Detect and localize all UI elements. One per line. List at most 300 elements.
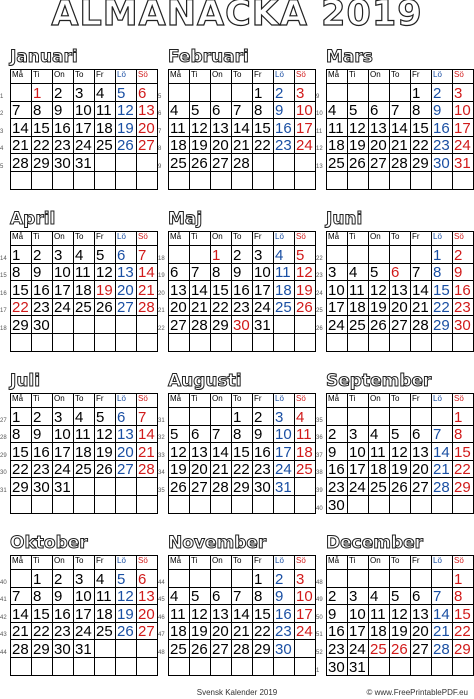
weekday-header: To	[232, 70, 253, 84]
week-number: 50	[316, 614, 323, 621]
day-cell: 21	[232, 623, 253, 641]
day-cell: 7	[11, 588, 32, 606]
day-cell: 11	[74, 264, 95, 282]
footer-caption: Svensk Kalender 2019	[196, 688, 278, 697]
empty-cell	[190, 658, 211, 676]
day-cell: 28	[432, 478, 453, 496]
day-cell: 28	[432, 640, 453, 658]
day-cell: 15	[232, 443, 253, 461]
day-cell: 9	[232, 264, 253, 282]
day-cell: 6	[211, 588, 232, 606]
day-cell: 9	[274, 102, 295, 120]
day-cell: 7	[390, 102, 411, 120]
empty-cell	[253, 154, 274, 172]
week-number: 35	[316, 417, 323, 424]
empty-cell	[411, 570, 432, 588]
day-cell: 31	[253, 316, 274, 334]
empty-cell	[390, 84, 411, 102]
empty-cell	[411, 408, 432, 426]
day-cell: 15	[32, 605, 53, 623]
day-cell: 28	[211, 478, 232, 496]
day-cell: 11	[169, 605, 190, 623]
day-cell: 20	[190, 461, 211, 479]
day-cell: 23	[53, 137, 74, 155]
day-cell: 12	[348, 119, 369, 137]
week-number: 41	[0, 597, 7, 604]
empty-cell	[116, 172, 137, 190]
empty-cell	[390, 408, 411, 426]
day-cell: 4	[327, 102, 348, 120]
weekday-header: Fr	[95, 394, 116, 408]
day-cell: 15	[453, 443, 474, 461]
empty-cell	[432, 334, 453, 352]
weekday-header: Lö	[116, 232, 137, 246]
day-cell: 5	[190, 588, 211, 606]
day-cell: 21	[432, 623, 453, 641]
day-cell: 20	[169, 299, 190, 317]
week-number: 5	[158, 93, 162, 100]
day-cell: 12	[169, 443, 190, 461]
weekday-header: Fr	[95, 556, 116, 570]
day-cell: 14	[390, 119, 411, 137]
empty-cell	[190, 570, 211, 588]
day-cell: 9	[53, 102, 74, 120]
empty-cell	[137, 496, 158, 514]
day-cell: 23	[32, 299, 53, 317]
weekday-header: Ti	[32, 556, 53, 570]
day-cell: 18	[369, 461, 390, 479]
day-cell: 8	[211, 264, 232, 282]
empty-cell	[53, 172, 74, 190]
empty-cell	[348, 172, 369, 190]
day-cell: 31	[53, 478, 74, 496]
empty-cell	[74, 316, 95, 334]
day-cell: 17	[53, 443, 74, 461]
day-cell: 31	[348, 658, 369, 676]
empty-cell	[274, 496, 295, 514]
weekday-header: Ti	[32, 70, 53, 84]
day-cell: 3	[348, 588, 369, 606]
day-cell: 1	[232, 408, 253, 426]
empty-cell	[411, 334, 432, 352]
week-number: 33	[158, 452, 165, 459]
weekday-header: Ti	[348, 70, 369, 84]
day-cell: 11	[169, 119, 190, 137]
empty-cell	[369, 496, 390, 514]
day-cell: 21	[411, 299, 432, 317]
empty-cell	[32, 658, 53, 676]
empty-cell	[295, 316, 316, 334]
day-cell: 16	[32, 443, 53, 461]
weekday-header: Lö	[116, 70, 137, 84]
week-number: 10	[316, 111, 323, 118]
month-block-mars	[316, 36, 474, 198]
weekday-header: To	[390, 556, 411, 570]
day-cell: 1	[253, 84, 274, 102]
day-cell: 16	[274, 119, 295, 137]
day-cell: 13	[137, 102, 158, 120]
day-cell: 14	[11, 119, 32, 137]
day-cell: 24	[53, 461, 74, 479]
week-number: 4	[0, 146, 4, 153]
weekday-header: To	[232, 394, 253, 408]
day-cell: 8	[32, 102, 53, 120]
weekday-header: Må	[169, 232, 190, 246]
empty-cell	[11, 334, 32, 352]
day-cell: 22	[211, 299, 232, 317]
week-number: 11	[316, 128, 323, 135]
day-cell: 19	[295, 281, 316, 299]
week-number: 29	[0, 452, 7, 459]
day-cell: 2	[274, 84, 295, 102]
week-number: 31	[0, 487, 7, 494]
week-number: 44	[158, 579, 165, 586]
weekday-header: Må	[327, 232, 348, 246]
empty-cell	[432, 570, 453, 588]
week-number: 44	[0, 649, 7, 656]
day-cell: 16	[53, 605, 74, 623]
day-cell: 15	[32, 119, 53, 137]
day-cell: 19	[95, 443, 116, 461]
day-cell: 12	[295, 264, 316, 282]
empty-cell	[327, 246, 348, 264]
weekday-header: Fr	[95, 232, 116, 246]
empty-cell	[190, 84, 211, 102]
empty-cell	[169, 408, 190, 426]
empty-cell	[95, 478, 116, 496]
day-cell: 2	[253, 408, 274, 426]
day-cell: 25	[95, 623, 116, 641]
day-cell: 15	[253, 119, 274, 137]
day-cell: 2	[232, 246, 253, 264]
day-cell: 11	[95, 588, 116, 606]
week-number-column	[158, 246, 168, 352]
day-cell: 17	[348, 461, 369, 479]
week-number-column	[316, 84, 326, 190]
empty-cell	[95, 316, 116, 334]
day-cell: 15	[411, 119, 432, 137]
week-number: 18	[158, 255, 165, 262]
day-cell: 4	[369, 426, 390, 444]
day-cell: 9	[253, 426, 274, 444]
day-cell: 21	[137, 281, 158, 299]
day-cell: 13	[411, 443, 432, 461]
empty-cell	[253, 172, 274, 190]
week-number: 12	[316, 146, 323, 153]
day-cell: 23	[232, 299, 253, 317]
day-cell: 6	[369, 102, 390, 120]
day-cell: 21	[190, 299, 211, 317]
day-cell: 25	[369, 640, 390, 658]
weekday-header: Ti	[348, 394, 369, 408]
day-cell: 27	[116, 299, 137, 317]
weekday-header: Lö	[116, 556, 137, 570]
empty-cell	[327, 570, 348, 588]
day-cell: 22	[32, 137, 53, 155]
day-cell: 21	[211, 461, 232, 479]
weekday-header: To	[74, 232, 95, 246]
day-cell: 8	[11, 264, 32, 282]
weekday-header: Fr	[411, 70, 432, 84]
day-cell: 9	[453, 264, 474, 282]
month-table	[326, 555, 474, 676]
weekday-header: Fr	[253, 394, 274, 408]
day-cell: 16	[32, 281, 53, 299]
empty-cell	[11, 172, 32, 190]
day-cell: 13	[211, 119, 232, 137]
month-block-februari	[158, 36, 316, 198]
empty-cell	[190, 246, 211, 264]
weekday-header: Fr	[411, 232, 432, 246]
day-cell: 27	[411, 640, 432, 658]
day-cell: 17	[274, 443, 295, 461]
day-cell: 13	[369, 119, 390, 137]
empty-cell	[211, 496, 232, 514]
day-cell: 11	[274, 264, 295, 282]
day-cell: 25	[95, 137, 116, 155]
day-cell: 29	[11, 316, 32, 334]
empty-cell	[369, 658, 390, 676]
day-cell: 3	[53, 246, 74, 264]
weekday-header: Ti	[190, 394, 211, 408]
day-cell: 30	[327, 658, 348, 676]
week-number: 13	[316, 163, 323, 170]
empty-cell	[432, 172, 453, 190]
weekday-header: To	[390, 70, 411, 84]
day-cell: 26	[95, 299, 116, 317]
day-cell: 2	[53, 570, 74, 588]
day-cell: 30	[32, 478, 53, 496]
day-cell: 22	[32, 623, 53, 641]
day-cell: 15	[11, 281, 32, 299]
day-cell: 4	[74, 408, 95, 426]
empty-cell	[116, 496, 137, 514]
day-cell: 24	[274, 461, 295, 479]
day-cell: 25	[74, 299, 95, 317]
day-cell: 19	[116, 605, 137, 623]
weekday-header: Lö	[116, 394, 137, 408]
week-number: 16	[0, 290, 7, 297]
empty-cell	[74, 496, 95, 514]
weekday-header: Sö	[295, 394, 316, 408]
day-cell: 26	[169, 478, 190, 496]
weekday-header: On	[211, 70, 232, 84]
week-number	[0, 658, 10, 676]
day-cell: 26	[116, 623, 137, 641]
day-cell: 21	[390, 137, 411, 155]
day-cell: 24	[295, 623, 316, 641]
day-cell: 10	[295, 588, 316, 606]
day-cell: 22	[453, 623, 474, 641]
day-cell: 25	[169, 154, 190, 172]
day-cell: 10	[327, 281, 348, 299]
month-name: Maj	[168, 209, 203, 229]
day-cell: 29	[432, 316, 453, 334]
day-cell: 31	[274, 478, 295, 496]
day-cell: 8	[253, 588, 274, 606]
day-cell: 5	[190, 102, 211, 120]
day-cell: 13	[211, 605, 232, 623]
empty-cell	[32, 496, 53, 514]
week-number: 24	[316, 290, 323, 297]
month-name: November	[168, 533, 267, 553]
month-block-oktober	[0, 522, 158, 684]
empty-cell	[169, 496, 190, 514]
empty-cell	[116, 478, 137, 496]
day-cell: 16	[432, 119, 453, 137]
weekday-header: Sö	[295, 232, 316, 246]
weekday-header: Lö	[274, 70, 295, 84]
day-cell: 30	[53, 640, 74, 658]
empty-cell	[190, 496, 211, 514]
weekday-header: To	[74, 70, 95, 84]
day-cell: 4	[348, 264, 369, 282]
day-cell: 3	[74, 84, 95, 102]
week-number: 7	[158, 128, 162, 135]
weekday-header: To	[390, 232, 411, 246]
day-cell: 20	[411, 461, 432, 479]
month-block-juni	[316, 198, 474, 360]
weekday-header: On	[369, 70, 390, 84]
day-cell: 19	[348, 137, 369, 155]
day-cell: 19	[95, 281, 116, 299]
day-cell: 16	[53, 119, 74, 137]
day-cell: 3	[253, 246, 274, 264]
day-cell: 24	[453, 137, 474, 155]
week-number: 52	[316, 649, 323, 656]
day-cell: 3	[295, 570, 316, 588]
day-cell: 12	[369, 281, 390, 299]
empty-cell	[137, 316, 158, 334]
day-cell: 21	[137, 443, 158, 461]
day-cell: 27	[116, 461, 137, 479]
month-table	[326, 69, 474, 190]
day-cell: 15	[453, 605, 474, 623]
empty-cell	[411, 658, 432, 676]
day-cell: 20	[211, 137, 232, 155]
day-cell: 21	[432, 461, 453, 479]
day-cell: 30	[232, 316, 253, 334]
week-number: 36	[316, 435, 323, 442]
weekday-header: Sö	[453, 70, 474, 84]
week-number-column	[0, 570, 10, 676]
month-name: Oktober	[10, 533, 88, 553]
day-cell: 13	[116, 426, 137, 444]
empty-cell	[274, 316, 295, 334]
empty-cell	[369, 408, 390, 426]
day-cell: 3	[274, 408, 295, 426]
day-cell: 10	[74, 102, 95, 120]
day-cell: 23	[327, 640, 348, 658]
day-cell: 14	[211, 443, 232, 461]
month-name: Mars	[326, 47, 373, 67]
day-cell: 29	[32, 640, 53, 658]
day-cell: 30	[274, 640, 295, 658]
week-number: 45	[158, 597, 165, 604]
day-cell: 10	[274, 426, 295, 444]
month-name: Januari	[10, 47, 78, 67]
week-number-column	[0, 246, 10, 352]
day-cell: 4	[169, 102, 190, 120]
day-cell: 5	[169, 426, 190, 444]
empty-cell	[348, 570, 369, 588]
week-number-column	[316, 246, 326, 352]
week-number: 25	[316, 308, 323, 315]
day-cell: 3	[327, 264, 348, 282]
month-name: April	[10, 209, 56, 229]
day-cell: 9	[32, 264, 53, 282]
day-cell: 19	[190, 623, 211, 641]
weekday-header: On	[211, 394, 232, 408]
day-cell: 12	[95, 426, 116, 444]
day-cell: 9	[32, 426, 53, 444]
weekday-header: On	[369, 394, 390, 408]
day-cell: 6	[116, 408, 137, 426]
empty-cell	[53, 316, 74, 334]
empty-cell	[274, 658, 295, 676]
day-cell: 22	[253, 137, 274, 155]
week-number-column	[0, 84, 10, 190]
day-cell: 2	[453, 246, 474, 264]
weekday-header: Må	[327, 394, 348, 408]
day-cell: 30	[32, 316, 53, 334]
day-cell: 26	[95, 461, 116, 479]
empty-cell	[348, 408, 369, 426]
week-number: 28	[0, 435, 7, 442]
day-cell: 18	[348, 299, 369, 317]
weekday-header: Må	[327, 556, 348, 570]
week-number: 34	[158, 470, 165, 477]
day-cell: 27	[211, 154, 232, 172]
empty-cell	[32, 172, 53, 190]
weekday-header: Lö	[274, 232, 295, 246]
empty-cell	[95, 658, 116, 676]
day-cell: 18	[274, 281, 295, 299]
month-table	[168, 231, 316, 352]
day-cell: 24	[53, 299, 74, 317]
empty-cell	[137, 640, 158, 658]
day-cell: 12	[116, 102, 137, 120]
day-cell: 27	[169, 316, 190, 334]
week-number: 47	[158, 632, 165, 639]
day-cell: 15	[253, 605, 274, 623]
month-name: September	[326, 371, 432, 391]
day-cell: 11	[369, 443, 390, 461]
day-cell: 22	[11, 299, 32, 317]
day-cell: 18	[327, 137, 348, 155]
day-cell: 27	[411, 478, 432, 496]
weekday-header: Sö	[453, 232, 474, 246]
empty-cell	[137, 658, 158, 676]
day-cell: 25	[295, 461, 316, 479]
empty-cell	[295, 154, 316, 172]
footer-copyright: © www.FreePrintablePDF.eu	[366, 688, 468, 697]
empty-cell	[369, 570, 390, 588]
day-cell: 5	[95, 408, 116, 426]
day-cell: 8	[411, 102, 432, 120]
week-number: 30	[0, 470, 7, 477]
day-cell: 18	[295, 443, 316, 461]
weekday-header: On	[369, 556, 390, 570]
empty-cell	[369, 246, 390, 264]
day-cell: 30	[453, 316, 474, 334]
day-cell: 11	[74, 426, 95, 444]
day-cell: 13	[390, 281, 411, 299]
week-number: 8	[158, 146, 162, 153]
empty-cell	[32, 334, 53, 352]
day-cell: 4	[95, 570, 116, 588]
week-number	[316, 172, 326, 190]
